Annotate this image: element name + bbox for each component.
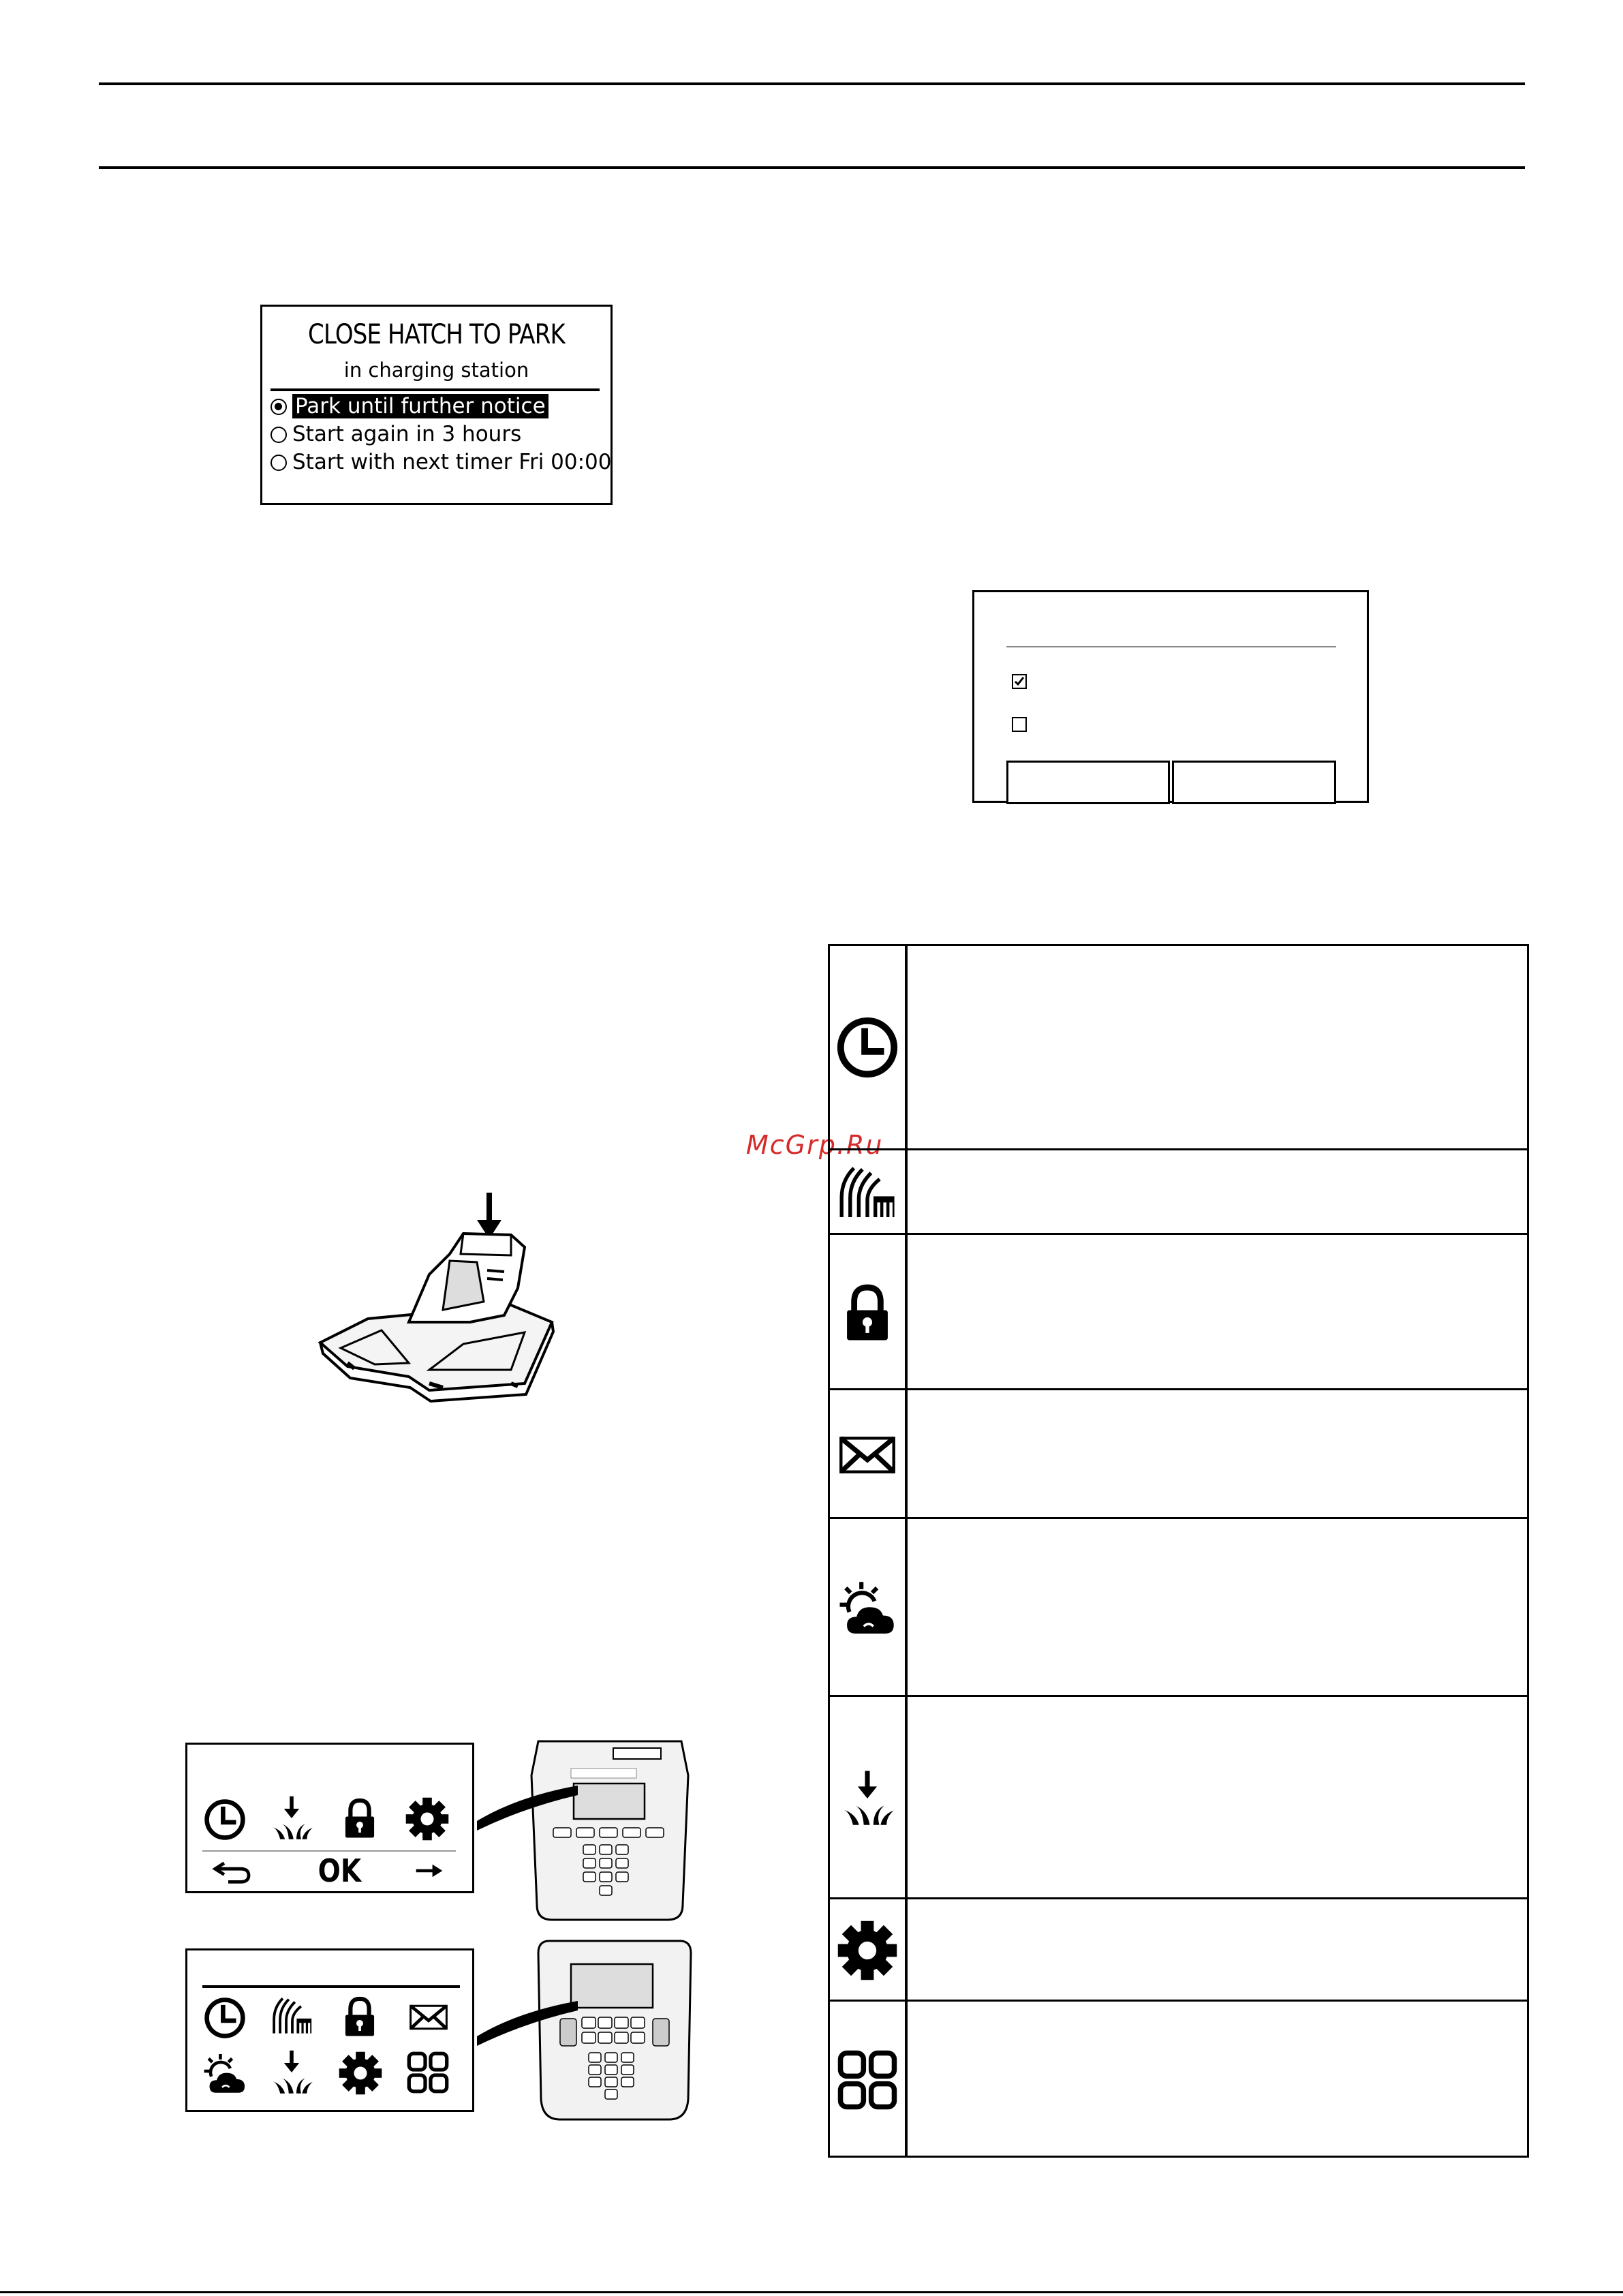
menu-icon-table bbox=[828, 944, 1529, 2158]
table-row bbox=[830, 946, 1527, 1148]
weather-timer-icon[interactable] bbox=[202, 2051, 247, 2096]
clock-icon[interactable] bbox=[202, 1995, 247, 2040]
charging-station-illustration bbox=[307, 1186, 566, 1404]
table-row bbox=[830, 1233, 1527, 1390]
park-screen-title: CLOSE HATCH TO PARK bbox=[308, 319, 565, 350]
lock-icon[interactable] bbox=[339, 1796, 381, 1841]
table-row bbox=[830, 1148, 1527, 1235]
accessories-icon[interactable] bbox=[405, 2050, 450, 2095]
dialog-button-right[interactable] bbox=[1172, 761, 1336, 804]
header-rule-bottom bbox=[99, 166, 1525, 169]
clock-icon bbox=[834, 1014, 901, 1081]
cutting-height-icon bbox=[837, 1769, 897, 1828]
gear-icon[interactable] bbox=[404, 1796, 450, 1842]
radio-icon bbox=[270, 455, 287, 471]
gear-icon bbox=[835, 1918, 899, 1983]
envelope-icon bbox=[837, 1425, 897, 1485]
main-menu-screen-full bbox=[185, 1948, 474, 2112]
check-icon bbox=[1013, 675, 1025, 688]
footer-rule bbox=[0, 2291, 1623, 2293]
cutting-height-icon[interactable] bbox=[268, 1794, 315, 1842]
callout-pointer bbox=[477, 1994, 579, 2049]
park-option-1[interactable] bbox=[270, 393, 548, 420]
back-arrow-icon[interactable] bbox=[212, 1859, 253, 1885]
park-option-2-label: Start again in 3 hours bbox=[292, 422, 522, 446]
callout-pointer bbox=[477, 1780, 579, 1835]
table-row bbox=[830, 1695, 1527, 1899]
dialog-checkbox-unchecked[interactable] bbox=[1012, 717, 1027, 732]
watermark: McGrp.Ru bbox=[746, 1130, 884, 1160]
table-row bbox=[830, 1517, 1527, 1697]
accessories-icon bbox=[835, 2048, 899, 2112]
radio-icon bbox=[270, 427, 287, 443]
lock-icon bbox=[837, 1280, 897, 1345]
park-option-2[interactable] bbox=[270, 420, 521, 448]
clock-icon[interactable] bbox=[202, 1797, 247, 1842]
table-row bbox=[830, 2000, 1527, 2158]
park-option-3-label: Start with next timer Fri 00:00 bbox=[292, 450, 612, 474]
confirm-dialog bbox=[972, 590, 1369, 803]
park-screen bbox=[260, 305, 613, 505]
dialog-button-left[interactable] bbox=[1006, 761, 1170, 804]
menu-header-rule bbox=[202, 1985, 460, 1988]
cutting-height-icon[interactable] bbox=[268, 2049, 315, 2096]
header-rule-top bbox=[99, 82, 1525, 85]
park-option-1-label: Park until further notice bbox=[292, 394, 548, 418]
park-screen-subtitle: in charging station bbox=[343, 358, 529, 382]
menu-divider bbox=[202, 1850, 456, 1852]
dialog-divider bbox=[1006, 646, 1336, 647]
forward-arrow-icon[interactable] bbox=[414, 1861, 445, 1881]
lock-icon[interactable] bbox=[339, 1994, 381, 2039]
park-screen-divider bbox=[270, 388, 600, 391]
installation-icon bbox=[837, 1162, 898, 1223]
table-row bbox=[830, 1388, 1527, 1519]
ok-button[interactable]: OK bbox=[318, 1852, 362, 1889]
main-menu-screen-compact bbox=[185, 1743, 474, 1893]
installation-icon[interactable] bbox=[270, 1994, 314, 2038]
envelope-icon[interactable] bbox=[407, 1997, 450, 2038]
weather-timer-icon bbox=[837, 1578, 897, 1638]
park-option-3[interactable] bbox=[270, 448, 612, 476]
table-row bbox=[830, 1897, 1527, 2002]
dialog-checkbox-checked[interactable] bbox=[1012, 674, 1027, 689]
gear-icon[interactable] bbox=[337, 2050, 384, 2096]
radio-selected-icon bbox=[270, 399, 287, 415]
